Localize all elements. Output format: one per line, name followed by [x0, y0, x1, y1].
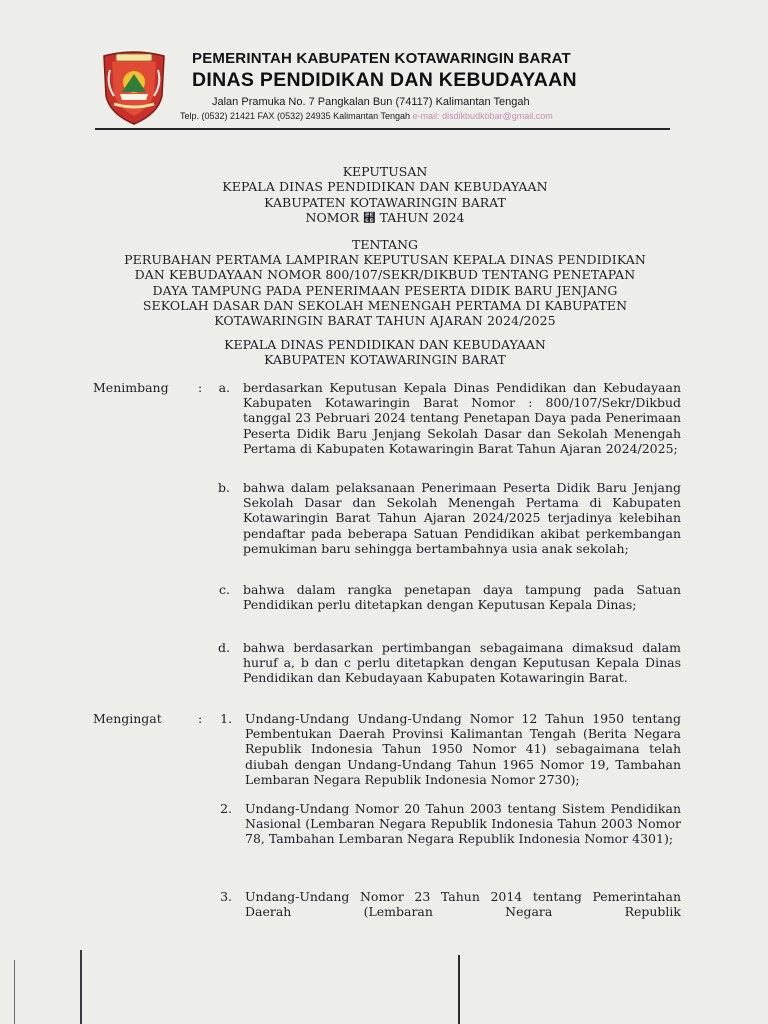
menimbang-item: bahwa berdasarkan pertimbangan sebagaimana dimaksud dalam huruf a, b dan c perlu ditetapkan dengan Keputusan Kepala Dinas Pendidikan dan Kebudayaan Kabupaten Kotawaringin Barat. — [243, 640, 681, 686]
item-marker: 1. — [220, 711, 232, 726]
menimbang-colon: : — [198, 380, 203, 395]
item-marker: 2. — [220, 801, 232, 816]
issuer-regency: KABUPATEN KOTAWARINGIN BARAT — [264, 352, 506, 367]
email-label: e-mail: — [412, 111, 440, 121]
about-line: KOTAWARINGIN BARAT TAHUN AJARAN 2024/2025 — [214, 313, 556, 328]
scan-edge-line — [458, 955, 460, 1024]
item-marker: c. — [219, 582, 230, 597]
menimbang-item: bahwa dalam pelaksanaan Penerimaan Peserta Didik Baru Jenjang Sekolah Dasar dan Sekolah Menengah Pertama di Kabupaten Kotawaringin Barat Tahun Ajaran 2024/2025 terjadinya kelebihan pendaftar pada beberapa Satuan Pendidikan akibat perkembangan pemukiman baru sehingga bertambahnya usia anak sekolah; — [243, 480, 681, 556]
mengingat-label: Mengingat — [93, 711, 162, 726]
mengingat-item: Undang-Undang Nomor 20 Tahun 2003 tentang Sistem Pendidikan Nasional (Lembaran Negara Republik Indonesia Tahun 2003 Nomor 78, Tambahan Lembaran Negara Republik Indonesia Nomor 4301); — [245, 801, 681, 847]
decree-number: NOMOR ⹫ TAHUN 2024 — [305, 210, 465, 225]
office-contact — [180, 111, 553, 121]
decree-regency-line: KABUPATEN KOTAWARINGIN BARAT — [264, 195, 506, 210]
about-line: DAN KEBUDAYAAN NOMOR 800/107/SEKR/DIKBUD TENTANG PENETAPAN — [134, 267, 636, 282]
item-marker: b. — [218, 480, 230, 495]
item-marker: d. — [218, 640, 230, 655]
office-address: Jalan Pramuka No. 7 Pangkalan Bun (74117) Kalimantan Tengah — [212, 96, 530, 108]
office-phone: Telp. (0532) 21421 FAX (0532) 24935 Kalimantan Tengah — [180, 111, 410, 121]
menimbang-item: bahwa dalam rangka penetapan daya tampung pada Satuan Pendidikan perlu ditetapkan dengan Keputusan Kepala Dinas; — [243, 582, 681, 613]
mengingat-item: Undang-Undang Nomor 23 Tahun 2014 tentang Pemerintahan Daerah (Lembaran Negara Republik — [245, 889, 681, 920]
about-line: PERUBAHAN PERTAMA LAMPIRAN KEPUTUSAN KEPALA DINAS PENDIDIKAN — [124, 252, 646, 267]
about-line: DAYA TAMPUNG PADA PENERIMAAN PESERTA DIDIK BARU JENJANG — [152, 283, 618, 298]
decree-issuer-line: KEPALA DINAS PENDIDIKAN DAN KEBUDAYAAN — [222, 179, 548, 194]
issuer-title: KEPALA DINAS PENDIDIKAN DAN KEBUDAYAAN — [224, 337, 546, 352]
office-email[interactable]: disdikbudkobar@gmail.com — [442, 111, 553, 121]
mengingat-colon: : — [198, 711, 203, 726]
mengingat-item: Undang-Undang Undang-Undang Nomor 12 Tahun 1950 tentang Pembentukan Daerah Provinsi Kalimantan Tengah (Berita Negara Republik Indonesia Tahun 1950 Nomor 41) sebagaimana telah diubah dengan Undang-Undang Tahun 1965 Nomor 19, Tambahan Lembaran Negara Republik Indonesia Nomor 2730); — [245, 711, 681, 787]
scan-edge-line — [14, 960, 15, 1024]
about-line: SEKOLAH DASAR DAN SEKOLAH MENENGAH PERTAMA DI KABUPATEN — [142, 298, 628, 313]
item-marker: a. — [218, 380, 230, 395]
menimbang-label: Menimbang — [93, 380, 169, 395]
item-marker: 3. — [220, 889, 232, 904]
about-label: TENTANG — [351, 237, 418, 252]
government-name: PEMERINTAH KABUPATEN KOTAWARINGIN BARAT — [192, 50, 571, 67]
scan-edge-line — [80, 950, 82, 1024]
office-name: DINAS PENDIDIKAN DAN KEBUDAYAAN — [192, 69, 577, 91]
decree-title: KEPUTUSAN — [342, 164, 428, 179]
menimbang-item: berdasarkan Keputusan Kepala Dinas Pendidikan dan Kebudayaan Kabupaten Kotawaringin Barat Nomor : 800/107/Sekr/Dikbud tanggal 23 Pebruari 2024 tentang Penetapan Daya pada Penerimaan Peserta Didik Baru Jenjang Sekolah Dasar dan Sekolah Menengah Pertama di Kabupaten Kotawaringin Barat Tahun Ajaran 2024/2025; — [243, 380, 681, 456]
regency-coat-of-arms-icon — [100, 48, 168, 126]
letterhead-divider — [95, 128, 670, 130]
